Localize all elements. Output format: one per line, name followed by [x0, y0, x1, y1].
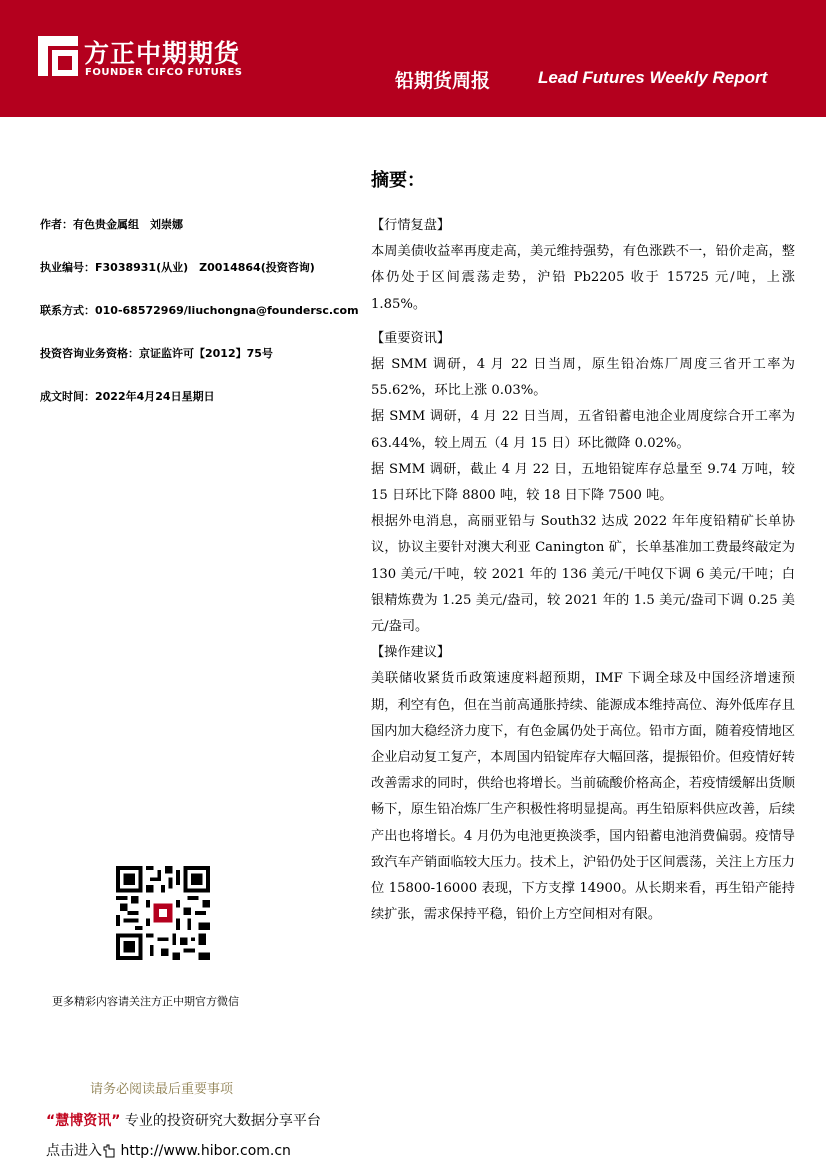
- section-advice-title: 【操作建议】: [371, 645, 451, 661]
- section-news-title: 【重要资讯】: [371, 330, 451, 346]
- license-line: 执业编号：F3038931(从业) Z0014864(投资咨询): [40, 261, 315, 274]
- report-header: [0, 0, 826, 117]
- wechat-qr-code-icon[interactable]: [116, 866, 210, 960]
- platform-name: “慧博资讯”: [46, 1113, 121, 1129]
- link-prefix: 点击进入: [46, 1143, 102, 1159]
- qr-caption: 更多精彩内容请关注方正中期官方微信: [52, 995, 239, 1008]
- date-line: 成文时间：2022年4月24日星期日: [40, 390, 215, 403]
- contact-line: 联系方式：010-68572969/liuchongna@foundersc.com: [40, 304, 359, 317]
- news-item: 据 SMM 调研，4 月 22 日当周，五省铅蓄电池企业周度综合开工率为 63.44%，较上周五（4 月 15 日）环比微降 0.02%。: [371, 409, 795, 451]
- qualification-line: 投资咨询业务资格：京证监许可【2012】75号: [40, 347, 273, 360]
- platform-link[interactable]: http://www.hibor.com.cn: [120, 1143, 291, 1159]
- report-title-en: Lead Futures Weekly Report: [538, 68, 768, 87]
- founder-logo-icon: [38, 36, 78, 76]
- author-line: 作者：有色贵金属组 刘崇娜: [40, 218, 183, 231]
- report-title-cn: 铅期货周报: [395, 70, 491, 92]
- news-item: 根据外电消息，高丽亚铅与 South32 达成 2022 年年度铅精矿长单协议，协议主要针对澳大利亚 Canington 矿，长单基准加工费最终敲定为 130 美元/干吨，较 2021 年的 136 美元/干吨仅下调 6 美元/干吨；白银精炼费为 1.25 美元/盎司，较 2021 年的 1.5 美元/盎司下调 0.25 美元/盎司。: [371, 514, 795, 635]
- summary-title: 摘要：: [371, 170, 425, 191]
- platform-line: [46, 1110, 321, 1130]
- news-item: 据 SMM 调研，4 月 22 日当周，原生铅冶炼厂周度三省开工率为 55.62%，环比上涨 0.03%。: [371, 357, 795, 399]
- company-name-en: FOUNDER CIFCO FUTURES: [85, 67, 243, 78]
- pointer-hand-icon: [102, 1144, 116, 1158]
- news-item: 据 SMM 调研，截止 4 月 22 日，五地铅锭库存总量至 9.74 万吨，较 15 日环比下降 8800 吨，较 18 日下降 7500 吨。: [371, 461, 795, 504]
- platform-description: 专业的投资研究大数据分享平台: [124, 1113, 321, 1129]
- platform-link-line: [46, 1140, 291, 1160]
- company-name-cn: 方正中期期货: [84, 39, 241, 68]
- section-market-review-title: 【行情复盘】: [371, 218, 451, 233]
- important-notice: 请务必阅读最后重要事项: [90, 1082, 234, 1097]
- summary-content: [371, 213, 795, 928]
- advice-text: 美联储收紧货币政策速度料超预期，IMF 下调全球及中国经济增速预期，利空有色，但在当前高通胀持续、能源成本维持高位、海外低库存且国内加大稳经济力度下，有色金属仍处于高位。铅市方面，随着疫情地区企业启动复工复产，本周国内铅锭库存大幅回落，提振铅价。但疫情好转改善需求的同时，供给也将增长。当前硫酸价格高企，若疫情缓解出货顺畅下，原生铅冶炼厂生产积极性将明显提高。再生铅原料供应改善，后续产出也将增长。4 月仍为电池更换淡季，国内铅蓄电池消费偏弱。疫情导致汽车产销面临较大压力。技术上，沪铅仍处于区间震荡，关注上方压力位 15800-16000 表现，下方支撑 14900。从长期来看，再生铅产能持续扩张，需求保持平稳，铅价上方空间相对有限。: [371, 671, 795, 923]
- market-review-text: 本周美债收益率再度走高，美元维持强势，有色涨跌不一，铅价走高，整体仍处于区间震荡走势，沪铅 Pb2205 收于 15725 元/吨，上涨 1.85%。: [371, 244, 795, 312]
